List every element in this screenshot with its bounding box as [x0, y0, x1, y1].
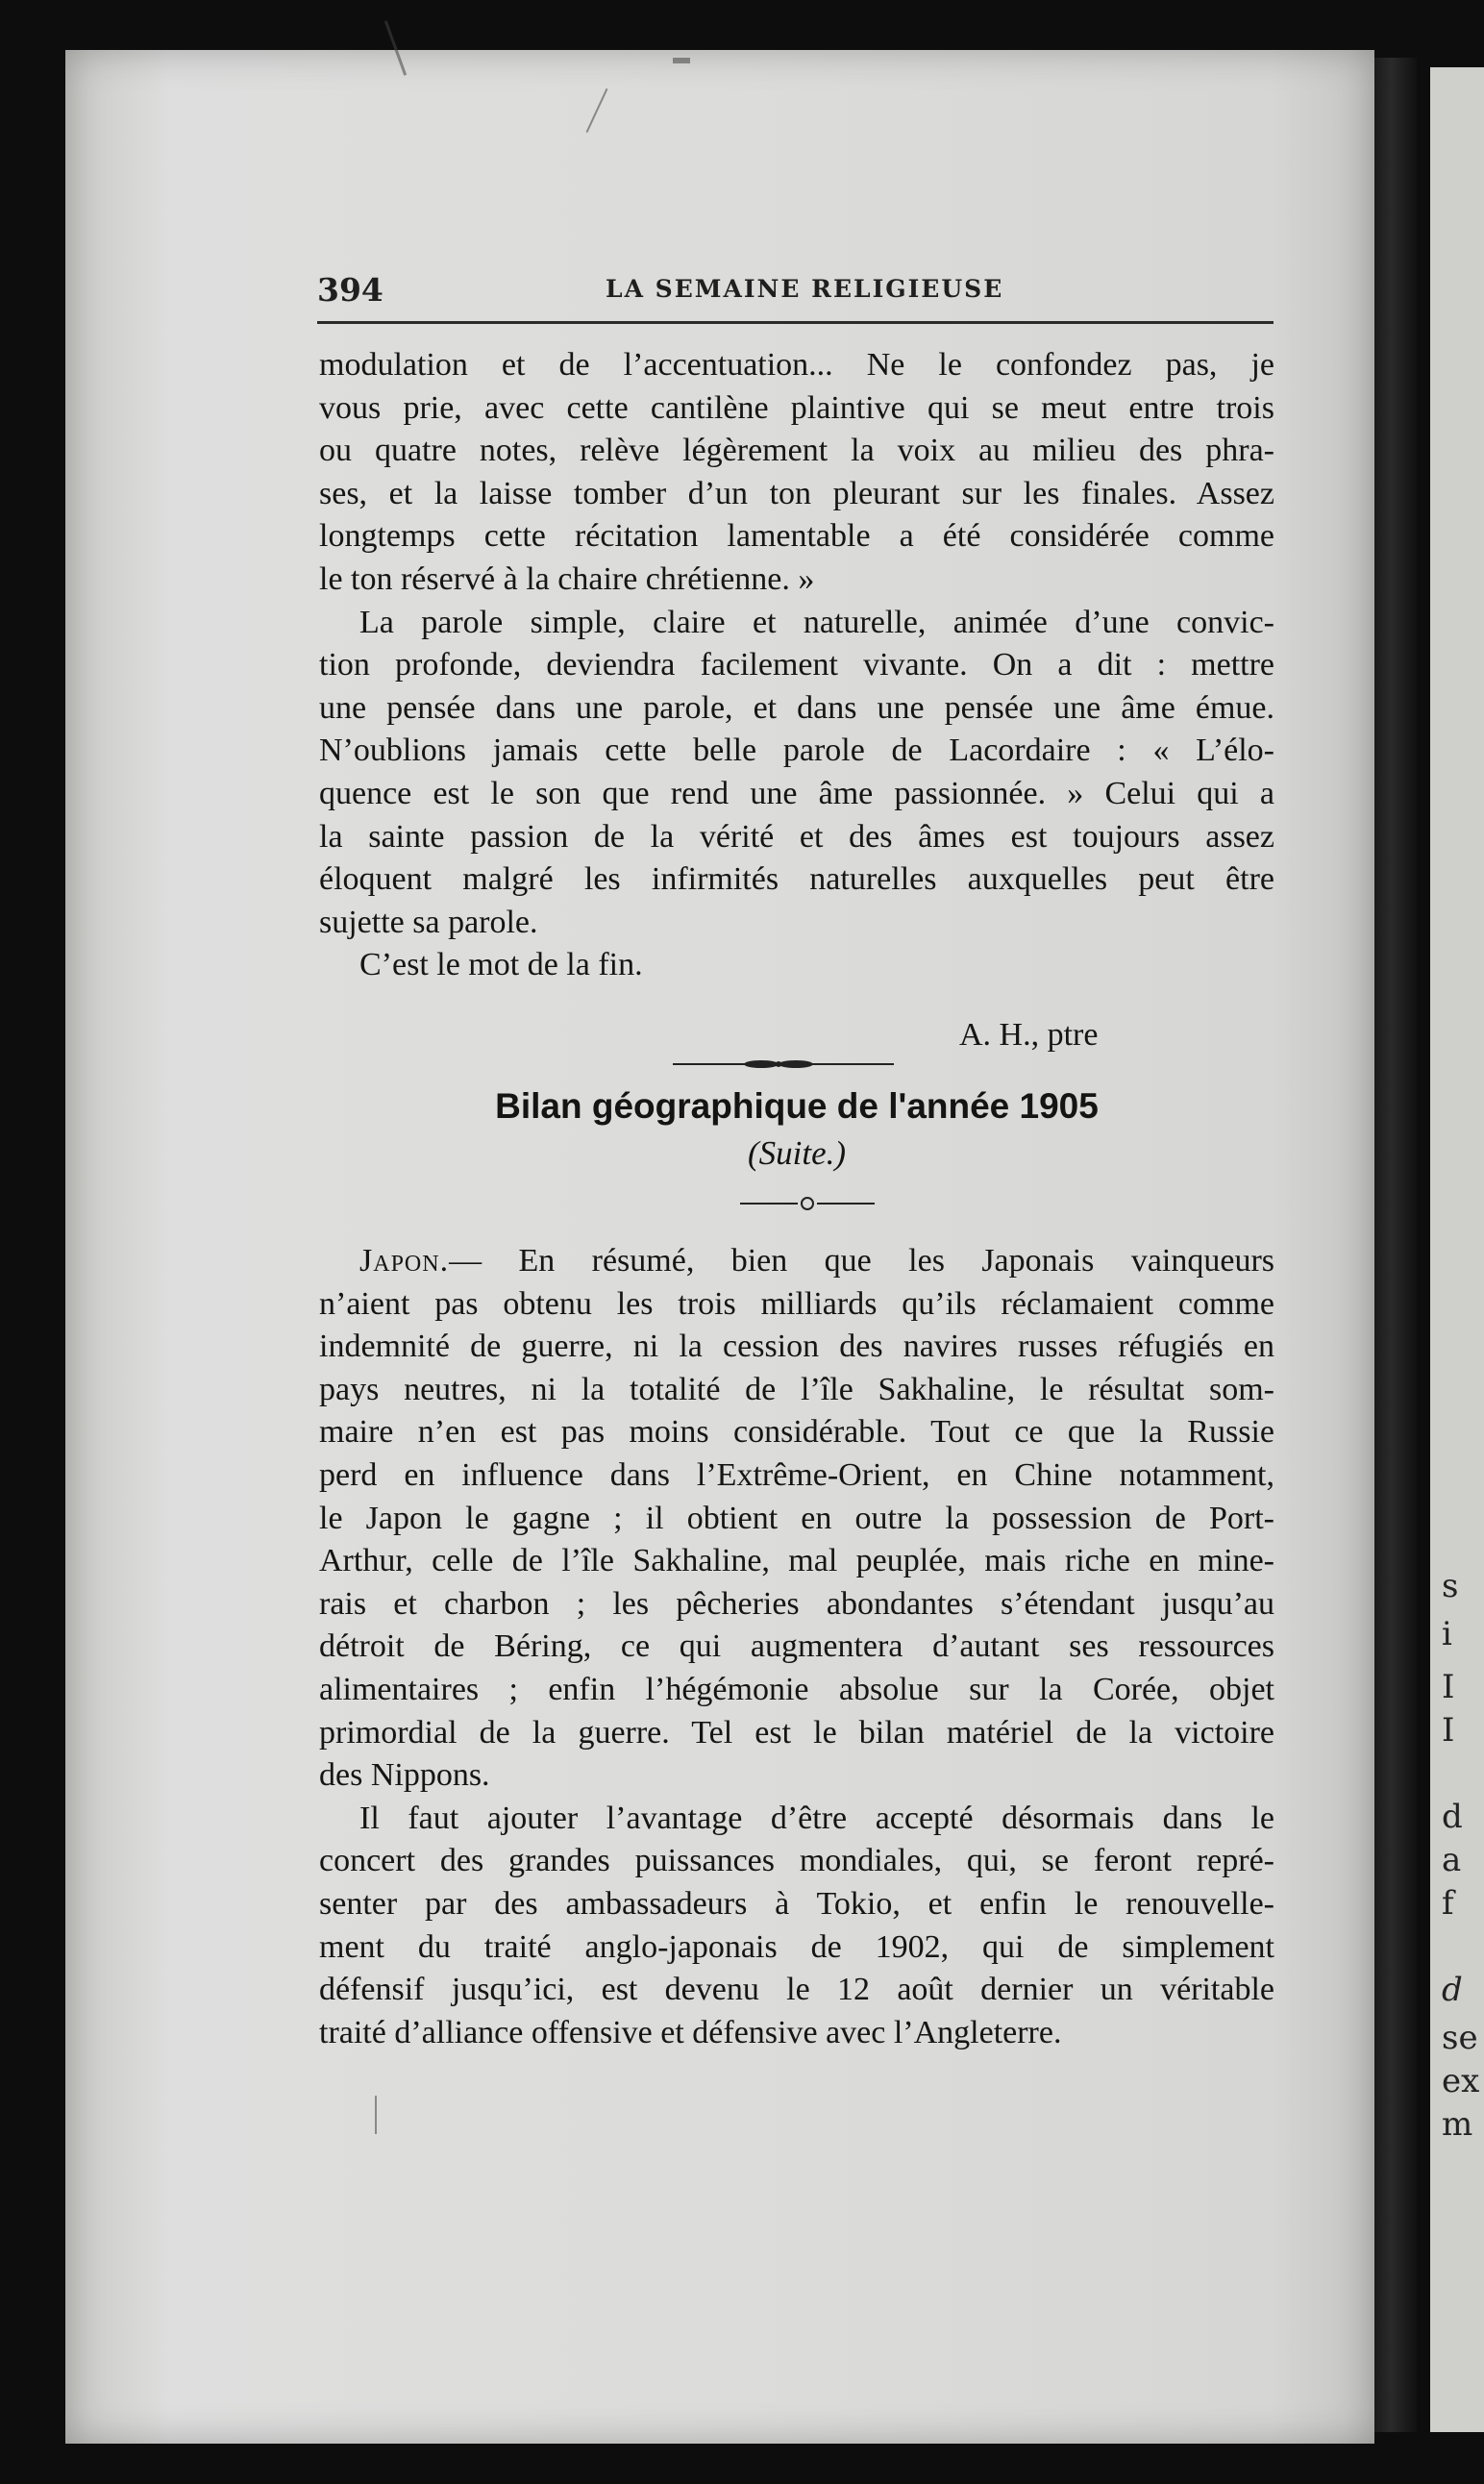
- text-line: vous prie, avec cette cantilène plaintive qui se meut entre trois: [319, 389, 1274, 426]
- text-line: primordial de la guerre. Tel est le bilan matériel de la victoire: [319, 1714, 1274, 1751]
- page-gutter: [1374, 58, 1417, 2432]
- text-line: longtemps cette récitation lamentable a été considérée comme: [319, 518, 1274, 555]
- text-line: ou quatre notes, relève légèrement la voix au milieu des phra-: [319, 433, 1274, 469]
- text-line: quence est le son que rend une âme passionnée. » Celui qui a: [319, 775, 1274, 811]
- fragment-char: ex: [1442, 2062, 1480, 2100]
- running-title: LA SEMAINE RELIGIEUSE: [606, 275, 1004, 303]
- scan-speck: [673, 58, 690, 63]
- text-line: La parole simple, claire et naturelle, animée d’une convic-: [359, 604, 1274, 640]
- text-line: défensif jusqu’ici, est devenu le 12 août dernier un véritable: [319, 1972, 1274, 2008]
- fragment-char: se: [1442, 2019, 1478, 2057]
- text-line: concert des grandes puissances mondiales, qui, se feront repré-: [319, 1843, 1274, 1879]
- header-rule: [317, 321, 1274, 324]
- page-header: [317, 271, 1278, 313]
- fragment-char: I: [1442, 1668, 1455, 1706]
- text-line: rais et charbon ; les pêcheries abondantes s’étendant jusqu’au: [319, 1585, 1274, 1622]
- page-number: 394: [317, 271, 383, 309]
- text-line-part: — En résumé, bien que les Japonais vainqueurs: [449, 1243, 1274, 1279]
- text-line: senter par des ambassadeurs à Tokio, et enfin le renouvelle-: [319, 1885, 1274, 1922]
- japan-section-body: [319, 1240, 1274, 2054]
- fragment-char: d: [1442, 1971, 1463, 2009]
- next-page-fragment: [1430, 67, 1484, 2432]
- text-line: le ton réservé à la chaire chrétienne. »: [319, 560, 815, 597]
- fragment-char: f: [1442, 1884, 1454, 1923]
- text-line: pays neutres, ni la totalité de l’île Sakhaline, le résultat som-: [319, 1371, 1274, 1407]
- text-line: une pensée dans une parole, et dans une pensée une âme émue.: [319, 689, 1274, 726]
- fragment-char: a: [1442, 1841, 1462, 1879]
- text-line: des Nippons.: [319, 1757, 490, 1794]
- text-line: perd en influence dans l’Extrême-Orient, en Chine notamment,: [319, 1456, 1274, 1493]
- fragment-char: I: [1442, 1711, 1455, 1750]
- fragment-char: s: [1442, 1567, 1459, 1605]
- text-line: sujette sa parole.: [319, 904, 538, 940]
- text-line: traité d’alliance offensive et défensive avec l’Angleterre.: [319, 2014, 1062, 2050]
- article-conclusion: [319, 344, 1274, 987]
- text-line: ses, et la laisse tomber d’un ton pleurant sur les finales. Assez: [319, 475, 1274, 511]
- text-line: [319, 1240, 1274, 1283]
- author-signature: A. H., ptre: [959, 1017, 1099, 1053]
- text-line: ment du traité anglo-japonais de 1902, qui de simplement: [319, 1928, 1274, 1965]
- text-line: N’oublions jamais cette belle parole de Lacordaire : « L’élo-: [319, 733, 1274, 769]
- section-title: Bilan géographique de l'année 1905: [495, 1086, 1099, 1126]
- section-lead: Japon.: [359, 1243, 450, 1279]
- fragment-char: i: [1442, 1615, 1452, 1653]
- text-line: maire n’en est pas moins considérable. Tout ce que la Russie: [319, 1414, 1274, 1451]
- text-line: n’aient pas obtenu les trois milliards qu’ils réclamaient comme: [319, 1285, 1274, 1322]
- text-line: Il faut ajouter l’avantage d’être accepté désormais dans le: [359, 1800, 1274, 1836]
- section-subtitle: (Suite.): [747, 1134, 847, 1172]
- text-line: tion profonde, deviendra facilement vivante. On a dit : mettre: [319, 647, 1274, 683]
- text-line: éloquent malgré les infirmités naturelles auxquelles peut être: [319, 861, 1274, 898]
- text-line: alimentaires ; enfin l’hégémonie absolue sur la Corée, objet: [319, 1671, 1274, 1707]
- fragment-char: m: [1442, 2105, 1473, 2144]
- text-line: détroit de Béring, ce qui augmentera d’autant ses ressources: [319, 1628, 1274, 1665]
- fragment-char: d: [1442, 1798, 1463, 1836]
- text-line: le Japon le gagne ; il obtient en outre la possession de Port-: [319, 1500, 1274, 1536]
- scan-scratch: [375, 2096, 377, 2134]
- text-line: la sainte passion de la vérité et des âmes est toujours assez: [319, 818, 1274, 855]
- ornament-small-divider: [740, 1192, 875, 1215]
- text-line: C’est le mot de la fin.: [359, 947, 643, 983]
- text-line: Arthur, celle de l’île Sakhaline, mal peuplée, mais riche en mine-: [319, 1543, 1274, 1579]
- text-line: modulation et de l’accentuation... Ne le confondez pas, je: [319, 347, 1274, 383]
- text-line: indemnité de guerre, ni la cession des navires russes réfugiés en: [319, 1329, 1274, 1365]
- ornament-divider: [673, 1057, 894, 1071]
